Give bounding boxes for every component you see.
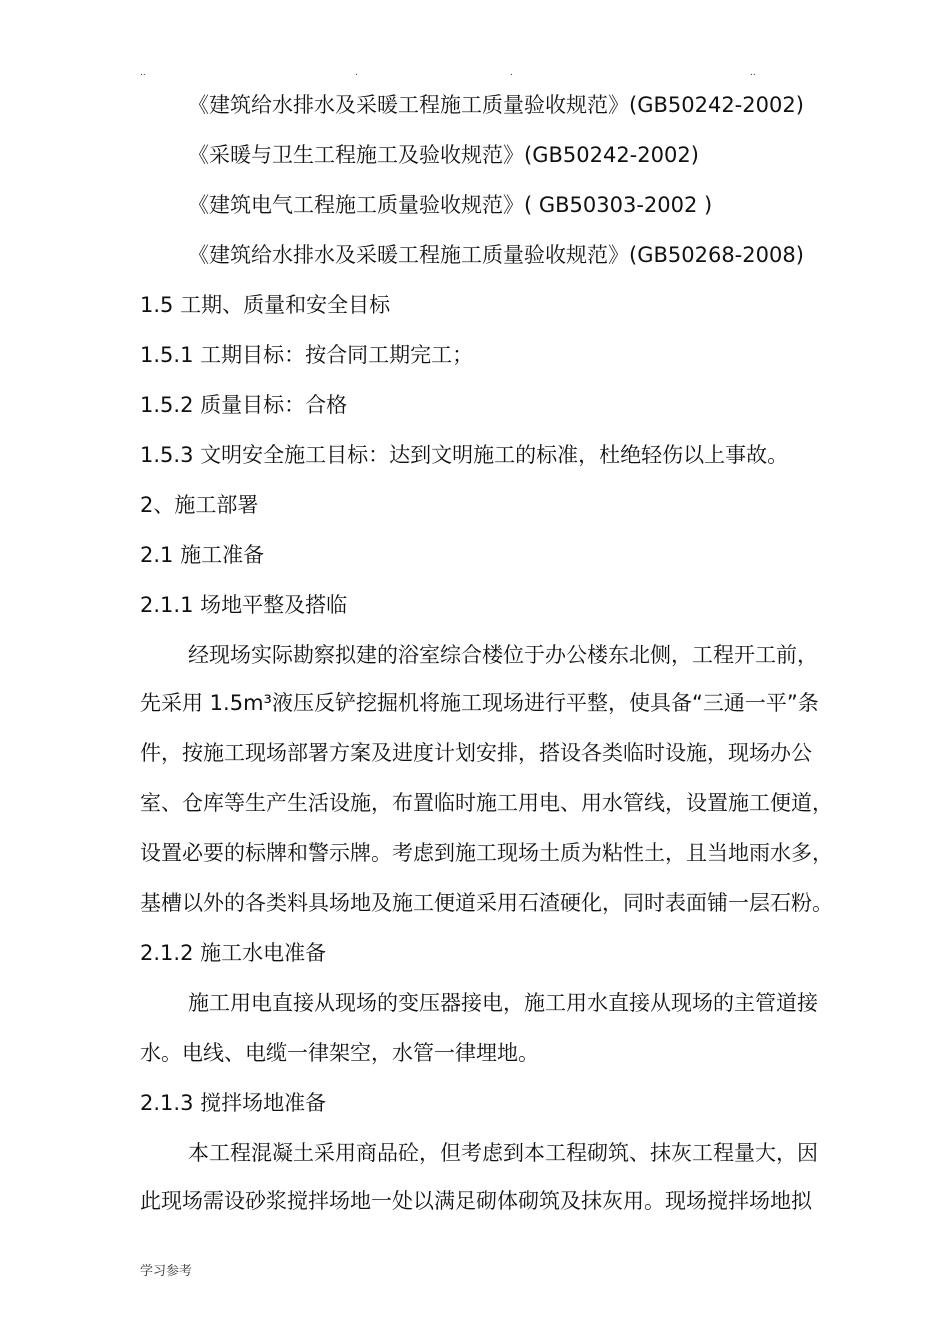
paragraph-line: 水。电线、电缆一律架空，水管一律埋地。	[140, 1041, 539, 1065]
header-mark: .	[510, 68, 513, 78]
heading-2-1-2: 2.1.2 施工水电准备	[140, 941, 327, 965]
heading-1-5-2: 1.5.2 质量目标：合格	[140, 393, 348, 417]
paragraph-line: 本工程混凝土采用商品砼，但考虑到本工程砌筑、抹灰工程量大，因	[188, 1141, 818, 1165]
header-marks	[0, 68, 950, 88]
header-mark: ..	[140, 68, 146, 78]
heading-2: 2、施工部署	[140, 493, 259, 517]
reference-item: 《建筑电气工程施工质量验收规范》( GB50303-2002 )	[188, 193, 713, 217]
paragraph-line: 施工用电直接从现场的变压器接电，施工用水直接从现场的主管道接	[188, 991, 818, 1015]
paragraph-line: 设置必要的标牌和警示牌。考虑到施工现场土质为粘性土，且当地雨水多，	[140, 841, 833, 865]
paragraph-line: 经现场实际勘察拟建的浴室综合楼位于办公楼东北侧，工程开工前，	[188, 643, 818, 667]
reference-item: 《采暖与卫生工程施工及验收规范》(GB50242-2002)	[188, 143, 699, 167]
heading-1-5-3: 1.5.3 文明安全施工目标：达到文明施工的标准，杜绝轻伤以上事故。	[140, 443, 789, 467]
header-mark: .	[355, 68, 358, 78]
heading-2-1-1: 2.1.1 场地平整及搭临	[140, 593, 348, 617]
heading-1-5: 1.5 工期、质量和安全目标	[140, 293, 391, 317]
heading-2-1: 2.1 施工准备	[140, 543, 265, 567]
heading-2-1-3: 2.1.3 搅拌场地准备	[140, 1091, 327, 1115]
reference-item: 《建筑给水排水及采暖工程施工质量验收规范》(GB50268-2008)	[188, 243, 804, 267]
paragraph-line: 先采用 1.5m³液压反铲挖掘机将施工现场进行平整，使具备“三通一平”条	[140, 691, 819, 715]
paragraph-line: 此现场需设砂浆搅拌场地一处以满足砌体砌筑及抹灰用。现场搅拌场地拟	[140, 1189, 812, 1213]
header-mark: ..	[750, 68, 756, 78]
heading-1-5-1: 1.5.1 工期目标：按合同工期完工；	[140, 343, 474, 367]
paragraph-line: 室、仓库等生产生活设施，布置临时施工用电、用水管线，设置施工便道，	[140, 791, 833, 815]
paragraph-line: 件，按施工现场部署方案及进度计划安排，搭设各类临时设施，现场办公	[140, 741, 812, 765]
page-footer: 学习参考	[140, 1264, 193, 1279]
reference-item: 《建筑给水排水及采暖工程施工质量验收规范》(GB50242-2002)	[188, 93, 804, 117]
paragraph-line: 基槽以外的各类料具场地及施工便道采用石渣硬化，同时表面铺一层石粉。	[140, 891, 833, 915]
